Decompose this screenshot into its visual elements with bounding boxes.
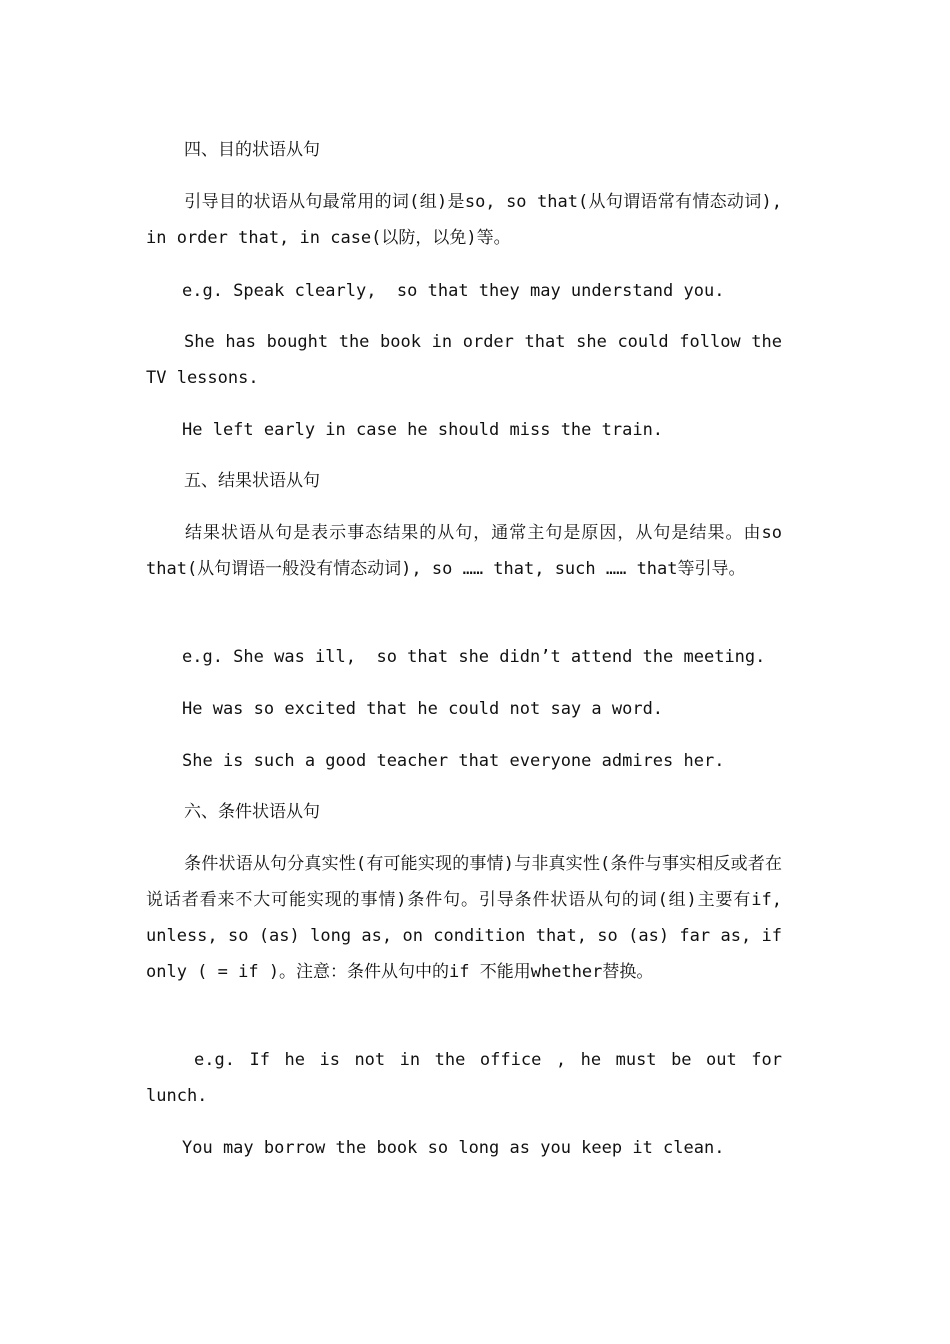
section-heading: 四、目的状语从句 <box>184 140 320 160</box>
section-heading: 六、条件状语从句 <box>184 802 320 822</box>
example-paragraph <box>146 324 782 396</box>
section-intro-text: 结果状语从句是表示事态结果的从句，通常主句是原因，从句是结果。由so that(从句谓语一般没有情态动词), so …… that, such …… that等引导。 <box>146 523 782 579</box>
example-sentence: e.g. Speak clearly, so that they may understand you. <box>182 281 725 301</box>
example-sentence: He was so excited that he could not say a word. <box>182 699 664 719</box>
section-heading: 五、结果状语从句 <box>184 471 320 491</box>
section-intro-paragraph <box>146 184 782 256</box>
example-sentence: e.g. If he is not in the office , he must be out for lunch. <box>146 1050 782 1106</box>
section-intro-text: 条件状语从句分真实性(有可能实现的事情)与非真实性(条件与事实相反或者在说话者看来不大可能实现的事情)条件句。引导条件状语从句的词(组)主要有if, unless, so (as) long as, on condition that, so (as) far as, if only ( = if )。注意：条件从句中的if 不能用whether替换。 <box>146 854 782 982</box>
section-intro-paragraph <box>146 846 782 990</box>
example-sentence: e.g. She was ill, so that she didn’t attend the meeting. <box>182 647 766 667</box>
example-sentence: She is such a good teacher that everyone admires her. <box>182 751 725 771</box>
example-sentence: You may borrow the book so long as you keep it clean. <box>182 1138 725 1158</box>
section-intro-paragraph <box>146 515 782 587</box>
section-intro-text: 引导目的状语从句最常用的词(组)是so, so that(从句谓语常有情态动词), in order that, in case(以防，以免)等。 <box>146 192 782 248</box>
example-sentence: He left early in case he should miss the train. <box>182 420 664 440</box>
example-sentence: She has bought the book in order that she could follow the TV lessons. <box>146 332 782 388</box>
example-paragraph <box>146 1042 782 1114</box>
